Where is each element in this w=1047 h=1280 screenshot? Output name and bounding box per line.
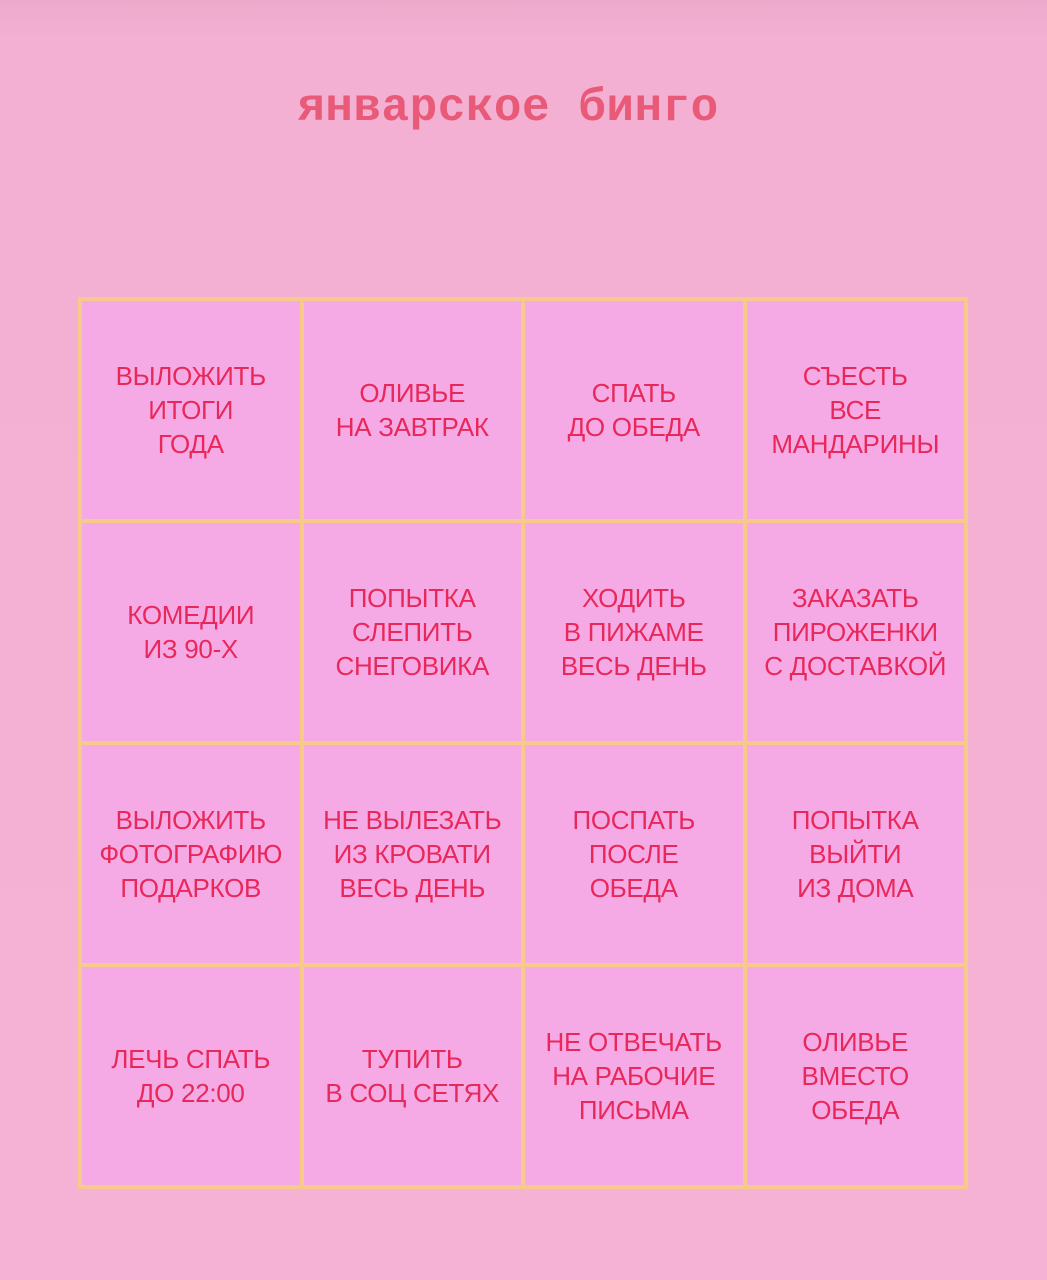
bingo-cell-label: ТУПИТЬ В СОЦ СЕТЯХ (325, 1044, 500, 1108)
bingo-cell-1-3[interactable] (523, 299, 745, 521)
page-title: январское бинго (297, 82, 719, 134)
bingo-cell-2-4[interactable] (745, 521, 967, 743)
bingo-cell-label: НЕ ВЫЛЕЗАТЬ ИЗ КРОВАТИ ВЕСЬ ДЕНЬ (323, 805, 502, 903)
bingo-cell-4-4[interactable] (745, 965, 967, 1187)
bingo-cell-label: ПОПЫТКА ВЫЙТИ ИЗ ДОМА (791, 805, 919, 903)
bingo-cell-1-1[interactable] (80, 299, 302, 521)
bingo-cell-label: НЕ ОТВЕЧАТЬ НА РАБОЧИЕ ПИСЬМА (545, 1027, 722, 1125)
bingo-cell-label: КОМЕДИИ ИЗ 90-Х (127, 600, 255, 664)
bingo-cell-1-4[interactable] (745, 299, 967, 521)
bingo-cell-label: ЗАКАЗАТЬ ПИРОЖЕНКИ С ДОСТАВКОЙ (764, 583, 947, 681)
bingo-cell-2-3[interactable] (523, 521, 745, 743)
bingo-cell-4-2[interactable] (302, 965, 524, 1187)
bingo-cell-label: ЛЕЧЬ СПАТЬ ДО 22:00 (111, 1044, 271, 1108)
bingo-cell-label: ОЛИВЬЕ НА ЗАВТРАК (335, 378, 489, 442)
bingo-grid (78, 297, 968, 1189)
bingo-cell-3-4[interactable] (745, 743, 967, 965)
bingo-cell-label: ВЫЛОЖИТЬ ФОТОГРАФИЮ ПОДАРКОВ (99, 805, 283, 903)
bingo-cell-label: ПОПЫТКА СЛЕПИТЬ СНЕГОВИКА (335, 583, 490, 681)
bingo-cell-2-2[interactable] (302, 521, 524, 743)
bingo-cell-label: СЪЕСТЬ ВСЕ МАНДАРИНЫ (771, 361, 940, 459)
bingo-cell-label: ПОСПАТЬ ПОСЛЕ ОБЕДА (572, 805, 696, 903)
bingo-cell-2-1[interactable] (80, 521, 302, 743)
bingo-cell-3-1[interactable] (80, 743, 302, 965)
bingo-cell-label: ВЫЛОЖИТЬ ИТОГИ ГОДА (115, 361, 266, 459)
bingo-cell-1-2[interactable] (302, 299, 524, 521)
bingo-cell-label: ХОДИТЬ В ПИЖАМЕ ВЕСЬ ДЕНЬ (560, 583, 707, 681)
bingo-cell-label: СПАТЬ ДО ОБЕДА (567, 378, 700, 442)
bingo-cell-3-2[interactable] (302, 743, 524, 965)
bingo-cell-label: ОЛИВЬЕ ВМЕСТО ОБЕДА (801, 1027, 909, 1125)
bingo-cell-3-3[interactable] (523, 743, 745, 965)
bingo-cell-4-1[interactable] (80, 965, 302, 1187)
bingo-cell-4-3[interactable] (523, 965, 745, 1187)
